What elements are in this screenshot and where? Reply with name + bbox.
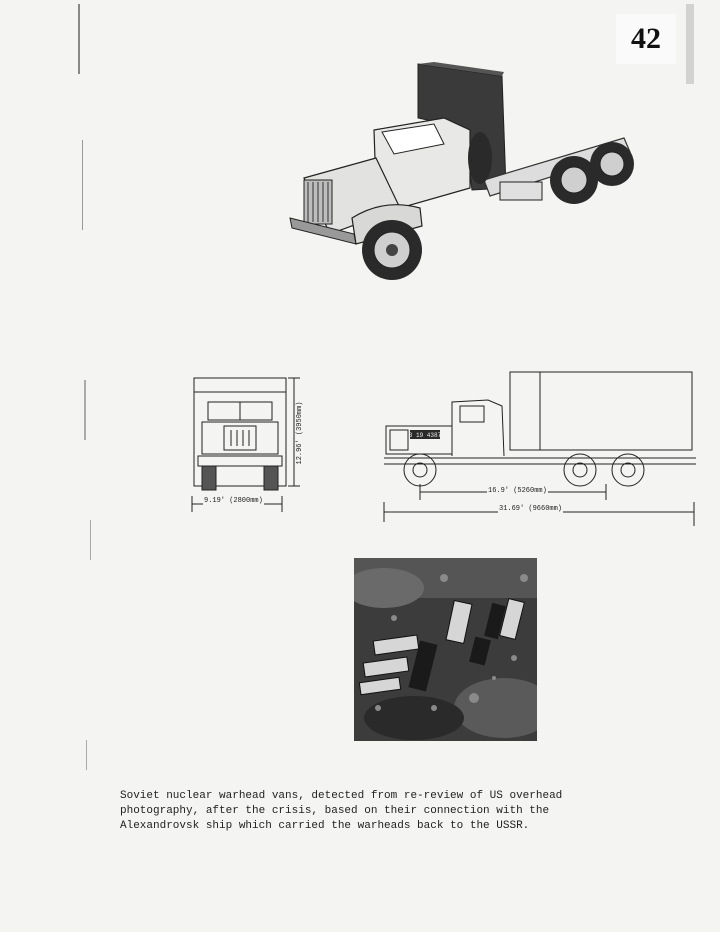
scan-mark [78, 4, 80, 74]
caption-line: Soviet nuclear warhead vans, detected from re-review of US overhead [120, 790, 563, 802]
figure-caption [120, 789, 620, 834]
overall-length-dimension-label: 31.69' (9660mm) [499, 505, 563, 513]
width-dimension-label: 9.19' (2800mm) [204, 497, 263, 505]
scan-mark [82, 140, 83, 230]
truck-isometric-drawing [284, 58, 644, 288]
scan-mark [86, 740, 87, 770]
caption-line: photography, after the crisis, based on their connection with the [120, 805, 550, 817]
height-dimension-label: 12.96' (3950mm) [296, 401, 304, 465]
license-plate-text: 3 19 4387 [408, 432, 442, 439]
scan-mark [686, 4, 694, 84]
caption-line: Alexandrovsk ship which carried the warheads back to the USSR. [120, 820, 530, 832]
scan-mark [84, 380, 86, 440]
aerial-reconnaissance-photo [354, 558, 537, 741]
wheelbase-dimension-label: 16.9' (5260mm) [488, 487, 547, 495]
page-number: 42 [616, 14, 676, 64]
scan-mark [90, 520, 91, 560]
